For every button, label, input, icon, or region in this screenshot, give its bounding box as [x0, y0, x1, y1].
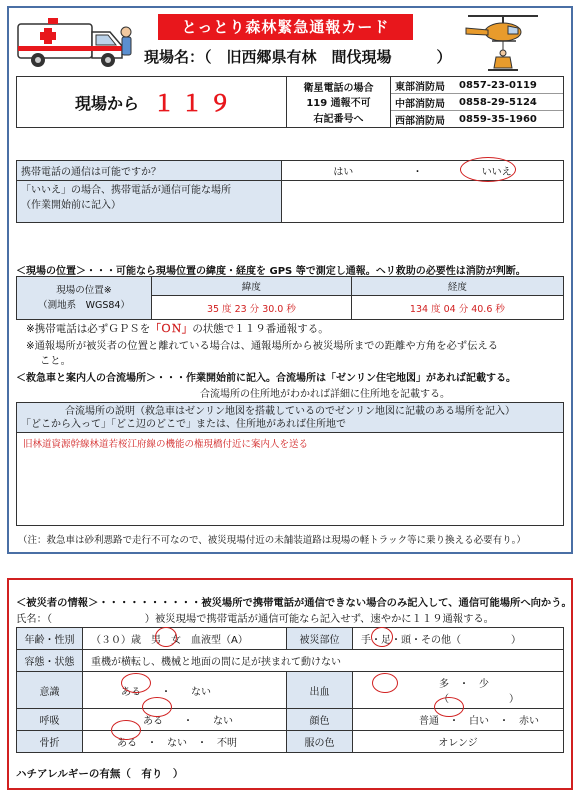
consciousness-label: 意識 — [17, 672, 83, 709]
fire-station-name: 西部消防局 — [395, 115, 445, 127]
fracture-value: ある ・ ない ・ 不明 — [83, 731, 287, 753]
latitude-value: 35 度 23 分 30.0 秒 — [152, 296, 352, 320]
call-from-label: 現場から — [75, 93, 140, 113]
satellite-phone-note — [287, 77, 391, 127]
signal-location-label-line: （作業開始前に記入） — [21, 200, 121, 211]
location-label-line: （測地系 WGS84） — [38, 300, 130, 311]
injury-part-label: 被災部位 — [287, 628, 353, 650]
mobile-signal-table — [16, 160, 564, 223]
meeting-header-line: 合流場所の説明（救急車はゼンリン地図を搭載しているのでゼンリン地図に記載のある場所を記入） — [65, 406, 515, 417]
gps-note-text: ※携帯電話は必ずＧＰＳを — [26, 323, 151, 335]
ambulance-footnote: （注：救急車は砂利悪路で走行不可なので、被災現場付近の未舗装道路は現場の軽トラック等に乗り換える必要有り。） — [18, 535, 526, 546]
gps-note — [26, 321, 329, 336]
bee-allergy-line: ハチアレルギーの有無（ 有り ） — [16, 768, 184, 780]
longitude-value: 134 度 04 分 40.6 秒 — [351, 296, 563, 320]
meeting-place-box — [16, 402, 564, 526]
victim-name-line: 氏名：（ ）被災現場で携帯電話が通信可能なら記入せず、速やかに１１９通報する。 — [16, 613, 494, 625]
clothes-color-value: オレンジ — [353, 731, 564, 753]
victim-info-table — [16, 627, 564, 753]
bleeding-label: 出血 — [287, 672, 353, 709]
fire-station-phone: 0858-29-5124 — [459, 96, 537, 108]
fire-station-row — [391, 110, 563, 127]
card-title: とっとり森林緊急通報カード — [158, 14, 413, 40]
emergency-number: １１９ — [153, 91, 238, 117]
fire-station-phone: 0859-35-1960 — [459, 113, 537, 125]
condition-value: 重機が横転し、機械と地面の間に足が挟まれて動けない — [83, 650, 564, 672]
fire-station-name: 東部消防局 — [395, 81, 445, 93]
breathing-value: ある ・ ない — [83, 709, 287, 731]
answer-no: いいえ — [481, 167, 512, 178]
injury-part-value: 手・足・頭・その他（ ） — [353, 628, 564, 650]
complexion-value: 普通 ・ 白い ・ 赤い — [353, 709, 564, 731]
site-name: 現場名：（ 旧西郷県有林 間伐現場 ） — [144, 48, 452, 66]
location-heading: ＜現場の位置＞・・・可能なら現場位置の緯度・経度を GPS 等で測定し通報。ヘリ救助の必要性は消防が判断。 — [16, 266, 526, 277]
gps-note-text: の状態で１１９番通報する。 — [192, 323, 329, 335]
mobile-signal-answer — [282, 161, 564, 181]
answer-yes: はい — [333, 167, 354, 178]
longitude-header: 経度 — [351, 277, 563, 296]
location-table — [16, 276, 564, 320]
breathing-label: 呼吸 — [17, 709, 83, 731]
call-from-site — [17, 77, 287, 127]
signal-location-label-line: 「いいえ」の場合、携帯電話が通信可能な場所 — [21, 185, 231, 196]
meeting-header-line: 「どこから入って」「どこ辺のどこで」または、住所地があれば住所地で — [21, 419, 346, 430]
distance-note-cont: こと。 — [40, 355, 71, 367]
gps-on-highlight: 「ＯＮ」 — [150, 323, 193, 335]
ambulance-icon — [14, 10, 134, 70]
satellite-note-line: 右記番号へ — [313, 113, 364, 125]
bleeding-value: 多 ・ 少（ ） — [353, 672, 564, 709]
fire-station-list — [391, 77, 563, 127]
fire-station-row — [391, 77, 563, 93]
location-row-label — [17, 277, 152, 320]
meeting-box-header — [17, 403, 563, 433]
condition-label: 容態・状態 — [17, 650, 83, 672]
signal-location-label — [17, 181, 282, 223]
satellite-note-line: 衛星電話の場合 — [303, 83, 374, 95]
latitude-header: 緯度 — [152, 277, 352, 296]
mobile-signal-question: 携帯電話の通信は可能ですか？ — [17, 161, 282, 181]
meeting-heading-cont: 合流場所の住所地がわかれば詳細に住所地を記載する。 — [200, 389, 450, 400]
distance-note: ※通報場所が被災者の位置と離れている場合は、通報場所から被災場所までの距離や方角を必ず伝える — [26, 340, 498, 352]
complexion-label: 顔色 — [287, 709, 353, 731]
meeting-heading: ＜救急車と案内人の合流場所＞・・・作業開始前に記入。合流場所は「ゼンリン住宅地図」があれば記載する。 — [16, 373, 516, 384]
fire-station-phone: 0857-23-0119 — [459, 79, 537, 91]
consciousness-value: ある ・ ない — [83, 672, 287, 709]
meeting-place-text[interactable]: 旧林道資源幹線林道若桜江府線の機能の権現橋付近に案内人を送る — [23, 439, 309, 450]
clothes-color-label: 服の色 — [287, 731, 353, 753]
location-label-line: 現場の位置※ — [56, 285, 112, 296]
emergency-call-box — [16, 76, 564, 128]
age-sex-value: （３０）歳 男 女 血液型（A） — [83, 628, 287, 650]
age-sex-label: 年齢・性別 — [17, 628, 83, 650]
fracture-label: 骨折 — [17, 731, 83, 753]
signal-location-field[interactable] — [282, 181, 564, 223]
answer-separator: ・ — [412, 167, 423, 178]
fire-station-row — [391, 93, 563, 110]
victim-heading: ＜被災者の情報＞・・・・・・・・・・被災場所で携帯電話が通信できない場合のみ記入して、通信可能場所へ向かう。 — [16, 597, 572, 609]
fire-station-name: 中部消防局 — [395, 98, 445, 110]
satellite-note-line: 119 通報不可 — [306, 98, 371, 110]
